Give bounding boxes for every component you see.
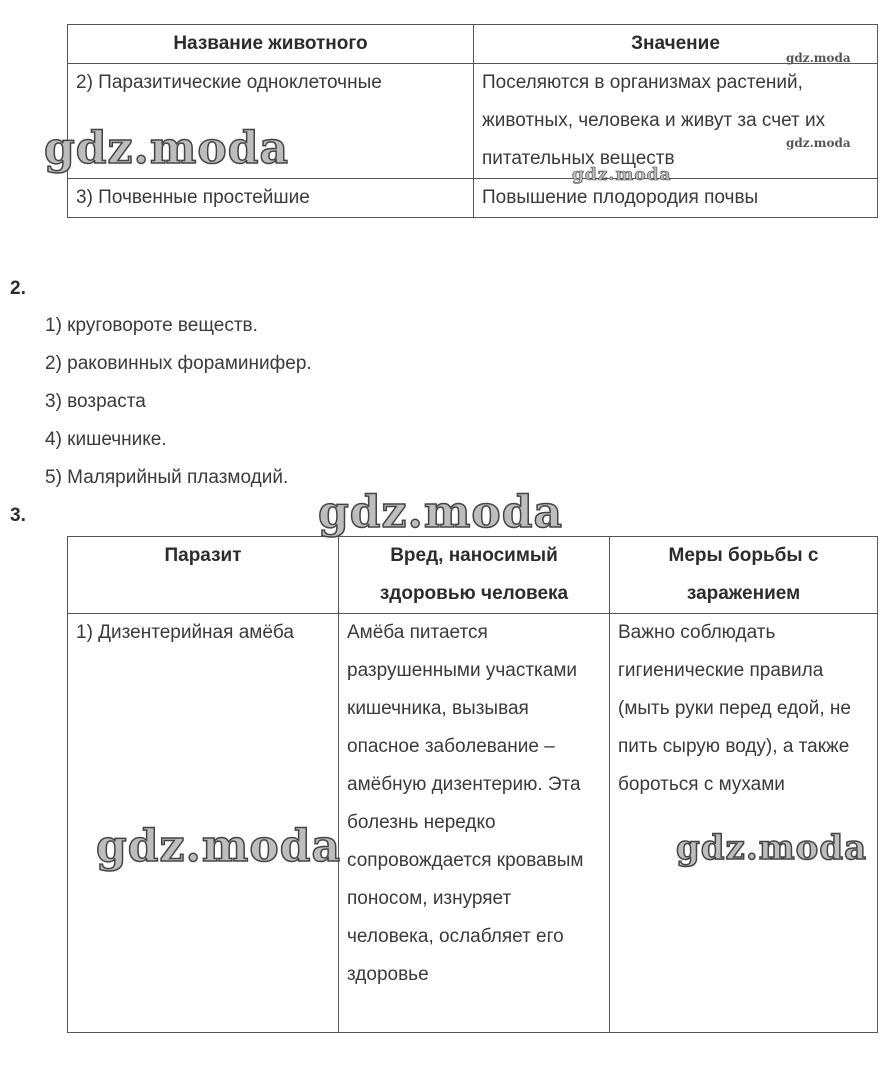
section-2-number: 2. — [10, 278, 26, 299]
table-cell: Амёба питается разрушенными участками кишечника, вызывая опасное заболевание – амёбную дизентерию. Эта болезнь нередко сопровождается кровавым поносом, изнуряет человека, ослабляет его здоровье — [339, 614, 610, 1033]
table-header-row — [68, 25, 878, 64]
list-item: 4) кишечнике. — [45, 429, 167, 450]
answer-list — [45, 307, 312, 497]
table-cell: Важно соблюдать гигиенические правила (мыть руки перед едой, не пить сырую воду), а также бороться с мухами — [610, 614, 878, 1033]
list-item: 1) круговороте веществ. — [45, 315, 258, 336]
table-cell: Поселяются в организмах растений, животных, человека и живут за счет их питательных веществ — [474, 64, 878, 179]
column-header: Значение — [474, 25, 878, 64]
table-cell: 2) Паразитические одноклеточные — [68, 64, 474, 179]
parasite-table — [67, 536, 878, 1033]
section-3-number: 3. — [10, 505, 26, 526]
column-header: Название животного — [68, 25, 474, 64]
column-header: Вред, наносимый здоровью человека — [339, 537, 610, 614]
column-header: Меры борьбы с заражением — [610, 537, 878, 614]
watermark: gdz.moda — [96, 821, 342, 872]
animals-table — [67, 24, 878, 218]
watermark: gdz.moda — [44, 123, 290, 174]
watermark: gdz.moda — [786, 136, 851, 150]
table-cell: Повышение плодородия почвы — [474, 179, 878, 218]
table-header-row — [68, 537, 878, 614]
list-item: 2) раковинных фораминифер. — [45, 353, 312, 374]
watermark: gdz.moda — [572, 165, 672, 185]
watermark: gdz.moda — [786, 51, 851, 65]
table-row — [68, 179, 878, 218]
watermark: gdz.moda — [676, 828, 868, 868]
column-header: Паразит — [68, 537, 339, 614]
list-item: 3) возраста — [45, 391, 146, 412]
watermark: gdz.moda — [318, 487, 564, 538]
list-item: 5) Малярийный плазмодий. — [45, 467, 289, 488]
table-cell: 3) Почвенные простейшие — [68, 179, 474, 218]
table-cell: 1) Дизентерийная амёба — [68, 614, 339, 1033]
